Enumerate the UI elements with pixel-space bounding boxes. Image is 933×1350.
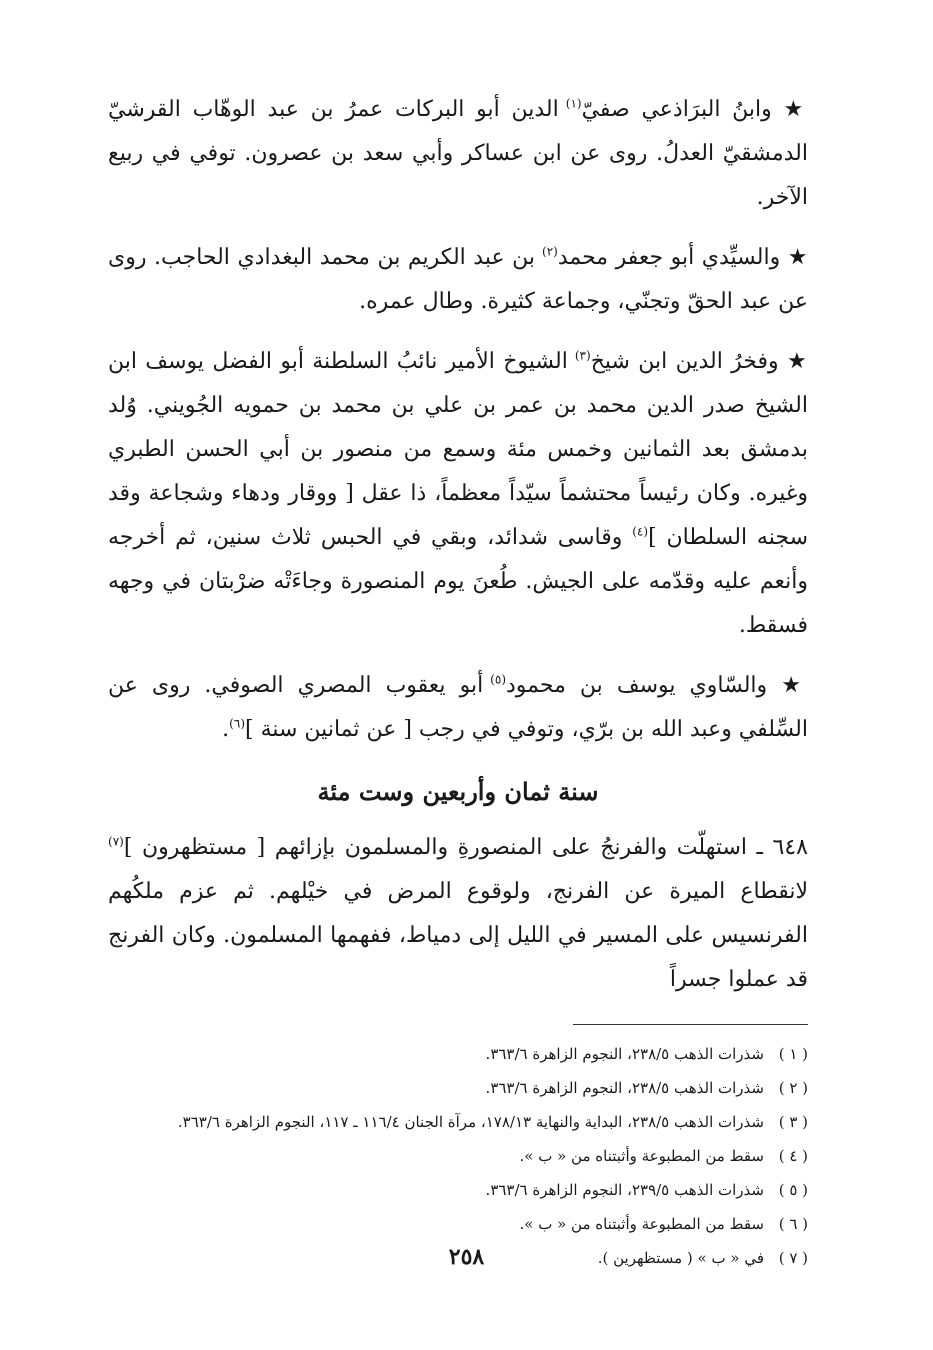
- footnote: [108, 1173, 808, 1207]
- footnotes: [108, 1037, 808, 1275]
- footnote-text: سقط من المطبوعة وأثبتناه من « ب ».: [519, 1147, 764, 1165]
- footnote: [108, 1037, 808, 1071]
- entry-text: بن عبد الكريم بن محمد البغدادي الحاجب. روى عن عبد الحقّ وتجنّي، وجماعة كثيرة. وطال عمره.: [108, 245, 808, 314]
- footnote-text: شذرات الذهب ٢٣٩/٥، النجوم الزاهرة ٣٦٣/٦.: [485, 1181, 764, 1199]
- footnote-number: ( ٦ ): [778, 1215, 808, 1233]
- entry-text: ★ والسّاوي يوسف بن محمود: [506, 673, 808, 698]
- footnote: [108, 1139, 808, 1173]
- footnote-number: ( ١ ): [778, 1045, 808, 1063]
- biography-entry: [108, 664, 808, 752]
- footnote-marker: (٢): [542, 244, 558, 259]
- footnote-text: شذرات الذهب ٢٣٨/٥، البداية والنهاية ١٧٨/١٣، مرآة الجنان ١١٦/٤ ـ ١١٧، النجوم الزاهرة ٣٦٣/٦.: [177, 1113, 764, 1131]
- footnote-divider: [573, 1024, 808, 1025]
- footnote-marker: (٤): [632, 524, 649, 539]
- entry-text: ★ والسيِّدي أبو جعفر محمد: [557, 245, 809, 270]
- entry-text: الدين أبو البركات عمرُ بن عبد الوهّاب القرشيّ الدمشقيّ العدلُ. روى عن ابن عساكر وأبي سعد بن عصرون. توفي في ربيع الآخر.: [108, 97, 808, 210]
- paragraph-text: ٦٤٨ ـ استهلّت والفرنجُ على المنصورةِ والمسلمون بإزائهم [ مستظهرون ]: [123, 835, 808, 860]
- section-heading: سنة ثمان وأربعين وست مئة: [317, 777, 599, 806]
- footnote-marker: (٣): [574, 348, 591, 363]
- paragraph-text: لانقطاع الميرة عن الفرنج، ولوقوع المرض في خيْلهم. ثم عزم ملكُهم الفرنسيس على المسير في الليل إلى دمياط، ففهمها المسلمون. وكان الفرنج قد عملوا جسراً: [108, 879, 808, 992]
- page-number: ٢٥٨: [448, 1244, 485, 1270]
- entry-text: أبو يعقوب المصري الصوفي. روى عن السِّلفي وعبد الله بن برّي، وتوفي في رجب [ عن ثمانين سنة ]: [108, 673, 808, 742]
- footnote-text: في « ب » ( مستظهرين ).: [597, 1249, 764, 1267]
- entry-text: .: [222, 717, 230, 742]
- footnote-marker: (١): [565, 96, 582, 111]
- footnote-number: ( ٧ ): [778, 1249, 808, 1267]
- footnote-number: ( ٤ ): [778, 1147, 808, 1165]
- footnote-number: ( ٣ ): [778, 1113, 808, 1131]
- footnote-marker: (٧): [108, 834, 124, 849]
- page-body: [108, 88, 808, 1275]
- biography-entry: [108, 88, 808, 220]
- footnote-text: سقط من المطبوعة وأثبتناه من « ب ».: [519, 1215, 764, 1233]
- entry-text: ★ وفخرُ الدين ابن شيخ: [590, 349, 809, 374]
- entry-text: ★ وابنُ البرَاذعي صفيّ: [581, 97, 809, 122]
- footnote-marker: (٦): [229, 716, 245, 731]
- entry-text: الشيوخ الأمير نائبُ السلطنة أبو الفضل يوسف ابن الشيخ صدر الدين محمد بن عمر بن علي بن محمد بن حمويه الجُويني. وُلد بدمشق بعد الثمانين وخمس مئة وسمع من منصور بن أبي الحسن الطبري وغيره. وكان رئيساً محتشماً سيّداً معظماً، ذا عقل [ ووقار ودهاء وشجاعة وقد سجنه السلطان ]: [108, 349, 808, 550]
- footnote-number: ( ٥ ): [778, 1181, 808, 1199]
- footnote: [108, 1105, 808, 1139]
- footnote-number: ( ٢ ): [778, 1079, 808, 1097]
- footnote: [108, 1207, 808, 1241]
- footnote-text: شذرات الذهب ٢٣٨/٥، النجوم الزاهرة ٣٦٣/٦.: [485, 1045, 764, 1063]
- footnote-marker: (٥): [490, 672, 506, 687]
- footnote-text: شذرات الذهب ٢٣٨/٥، النجوم الزاهرة ٣٦٣/٦.: [485, 1079, 764, 1097]
- biography-entry: [108, 340, 808, 648]
- biography-entry: [108, 236, 808, 324]
- entry-text: وقاسى شدائد، وبقي في الحبس ثلاث سنين، ثم أخرجه وأنعم عليه وقدّمه على الجيش. طُعنَ يوم المنصورة وجاءَتْه ضرْبتان في وجهه فسقط.: [108, 525, 808, 638]
- year-paragraph: [108, 826, 808, 1002]
- footnote: [108, 1071, 808, 1105]
